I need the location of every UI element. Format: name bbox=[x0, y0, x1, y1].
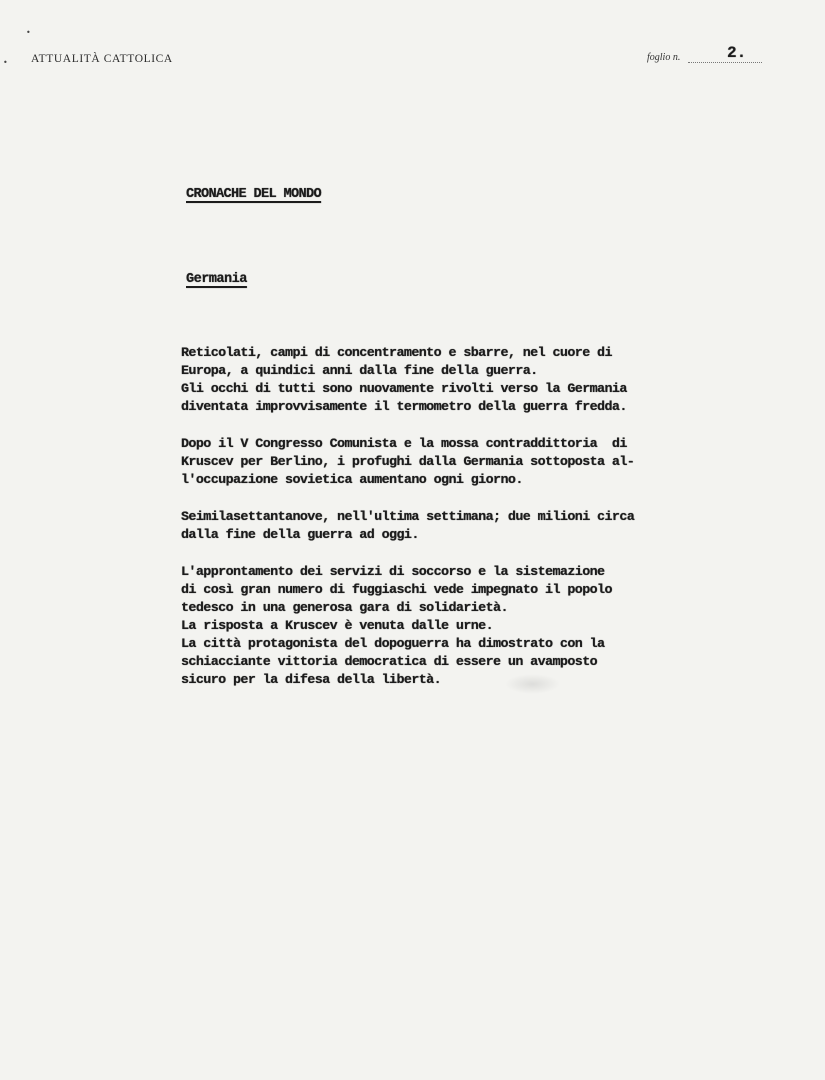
text-line: Gli occhi di tutti sono nuovamente rivolti verso la Germania bbox=[181, 381, 627, 396]
folio-label: foglio n. bbox=[647, 52, 681, 63]
folio-number: 2. bbox=[727, 44, 747, 62]
ink-smudge bbox=[505, 674, 560, 694]
section-title: CRONACHE DEL MONDO bbox=[186, 187, 322, 202]
ink-speck: • bbox=[26, 28, 31, 37]
body-text bbox=[181, 344, 806, 708]
folio-dotted-line bbox=[688, 62, 762, 63]
text-line: Kruscev per Berlino, i profughi dalla Germania sottoposta al- bbox=[181, 454, 635, 469]
folio-field bbox=[647, 44, 763, 66]
margin-mark: • bbox=[3, 58, 8, 67]
text-line: sicuro per la difesa della libertà. bbox=[181, 672, 442, 687]
text-line: L'approntamento dei servizi di soccorso e la sistemazione bbox=[181, 564, 605, 579]
text-line: La città protagonista del dopoguerra ha dimostrato con la bbox=[181, 636, 605, 651]
text-line: La risposta a Kruscev è venuta dalle urne. bbox=[181, 618, 494, 633]
text-line: Seimilasettantanove, nell'ultima settimana; due milioni circa bbox=[181, 509, 635, 524]
text-line: schiacciante vittoria democratica di essere un avamposto bbox=[181, 654, 598, 669]
text-line: Dopo il V Congresso Comunista e la mossa contraddittoria di bbox=[181, 436, 627, 451]
text-line: diventata improvvisamente il termometro della guerra fredda. bbox=[181, 399, 627, 414]
paragraph bbox=[181, 563, 806, 689]
paragraph bbox=[181, 344, 806, 416]
paragraph bbox=[181, 508, 806, 544]
paragraph bbox=[181, 435, 806, 489]
text-line: di così gran numero di fuggiaschi vede impegnato il popolo bbox=[181, 582, 612, 597]
text-line: Europa, a quindici anni dalla fine della guerra. bbox=[181, 363, 538, 378]
subtitle: Germania bbox=[186, 272, 247, 287]
text-line: l'occupazione sovietica aumentano ogni giorno. bbox=[181, 472, 523, 487]
text-line: tedesco in una generosa gara di solidarietà. bbox=[181, 600, 508, 615]
text-line: Reticolati, campi di concentramento e sbarre, nel cuore di bbox=[181, 345, 612, 360]
text-line: dalla fine della guerra ad oggi. bbox=[181, 527, 419, 542]
publication-letterhead: ATTUALITÀ CATTOLICA bbox=[31, 53, 173, 65]
